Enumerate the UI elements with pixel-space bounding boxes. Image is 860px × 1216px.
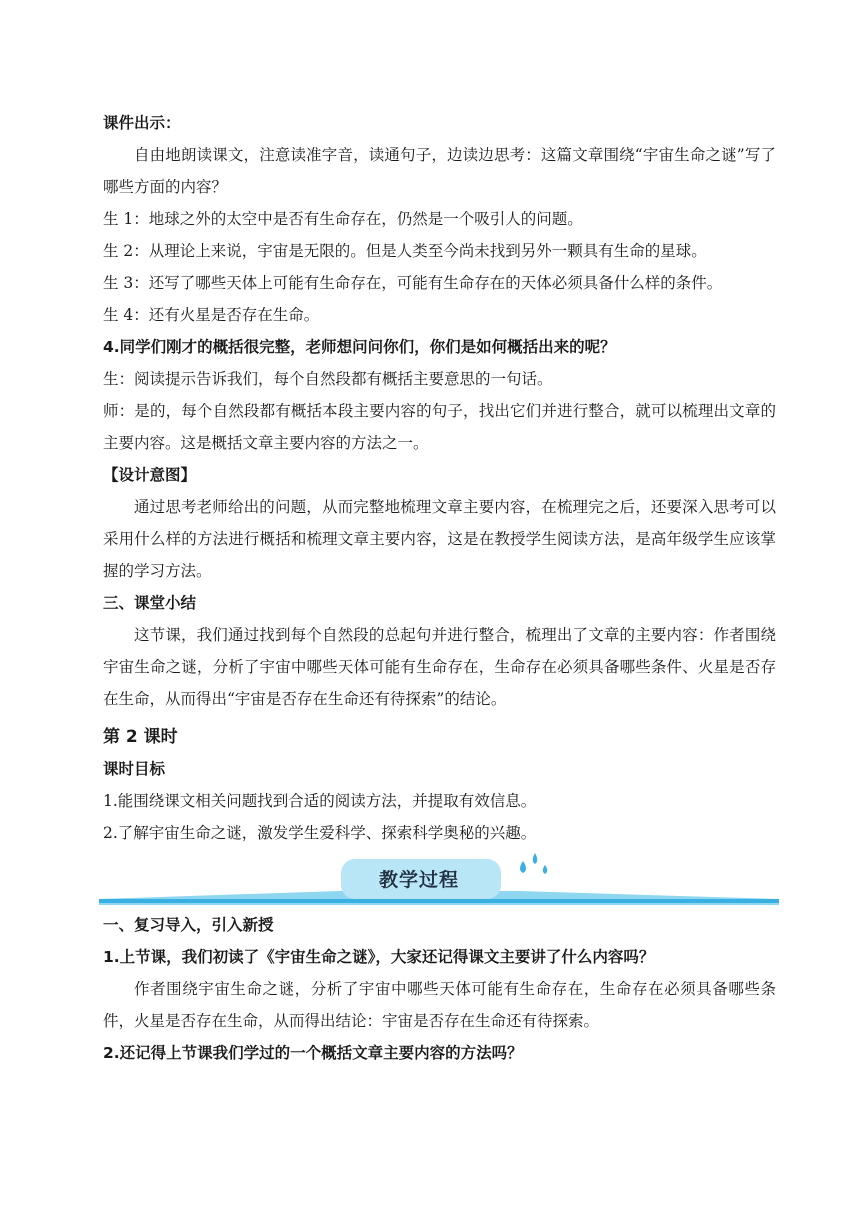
teaching-process-banner <box>99 851 779 907</box>
paragraph: 作者围绕宇宙生命之谜，分析了宇宙中哪些天体可能有生命存在，生命存在必须具备哪些条件，火星是否存在生命，从而得出结论：宇宙是否存在生命还有待探索。 <box>103 980 776 1030</box>
paragraph: 一、复习导入，引入新授 <box>103 916 274 934</box>
paragraph: 生 1：地球之外的太空中是否有生命存在，仍然是一个吸引人的问题。 <box>103 210 583 228</box>
paragraph: 通过思考老师给出的问题，从而完整地梳理文章主要内容，在梳理完之后，还要深入思考可以采用什么样的方法进行概括和梳理文章主要内容，这是在教授学生阅读方法，是高年级学生应该掌握的学习方法。 <box>103 498 776 580</box>
paragraph: 自由地朗读课文，注意读准字音，读通句子，边读边思考：这篇文章围绕“宇宙生命之谜”写了哪些方面的内容？ <box>103 146 776 196</box>
paragraph: 生：阅读提示告诉我们，每个自然段都有概括主要意思的一句话。 <box>103 370 553 388</box>
lesson-section-top <box>103 107 776 849</box>
paragraph: 课时目标 <box>103 760 166 778</box>
paragraph: 2.还记得上节课我们学过的一个概括文章主要内容的方法吗？ <box>103 1044 523 1062</box>
lesson-section-bottom <box>103 909 776 1069</box>
paragraph: 2.了解宇宙生命之谜，激发学生爱科学、探索科学奥秘的兴趣。 <box>103 824 537 842</box>
paragraph: 生 3：还写了哪些天体上可能有生命存在，可能有生命存在的天体必须具备什么样的条件。 <box>103 274 723 292</box>
paragraph: 【设计意图】 <box>103 466 197 484</box>
paragraph: 1.能围绕课文相关问题找到合适的阅读方法，并提取有效信息。 <box>103 792 537 810</box>
document-body <box>103 107 776 1069</box>
paragraph: 生 2：从理论上来说，宇宙是无限的。但是人类至今尚未找到另外一颗具有生命的星球。 <box>103 242 707 260</box>
paragraph: 这节课，我们通过找到每个自然段的总起句并进行整合，梳理出了文章的主要内容：作者围绕宇宙生命之谜，分析了宇宙中哪些天体可能有生命存在，生命存在必须具备哪些条件、火星是否存在生命，从而得出“宇宙是否存在生命还有待探索”的结论。 <box>103 626 776 708</box>
paragraph: 三、课堂小结 <box>103 594 197 612</box>
banner-title: 教学过程 <box>378 869 459 891</box>
paragraph: 1.上节课，我们初读了《宇宙生命之谜》，大家还记得课文主要讲了什么内容吗？ <box>103 948 655 966</box>
water-drop-icon <box>520 861 526 873</box>
paragraph: 课件出示： <box>103 114 181 132</box>
paragraph: 师：是的，每个自然段都有概括本段主要内容的句子，找出它们并进行整合，就可以梳理出文章的主要内容。这是概括文章主要内容的方法之一。 <box>103 402 776 452</box>
paragraph: 第 2 课时 <box>103 727 178 747</box>
paragraph: 生 4：还有火星是否存在生命。 <box>103 306 320 324</box>
paragraph: 4.同学们刚才的概括很完整，老师想问问你们，你们是如何概括出来的呢？ <box>103 338 616 356</box>
